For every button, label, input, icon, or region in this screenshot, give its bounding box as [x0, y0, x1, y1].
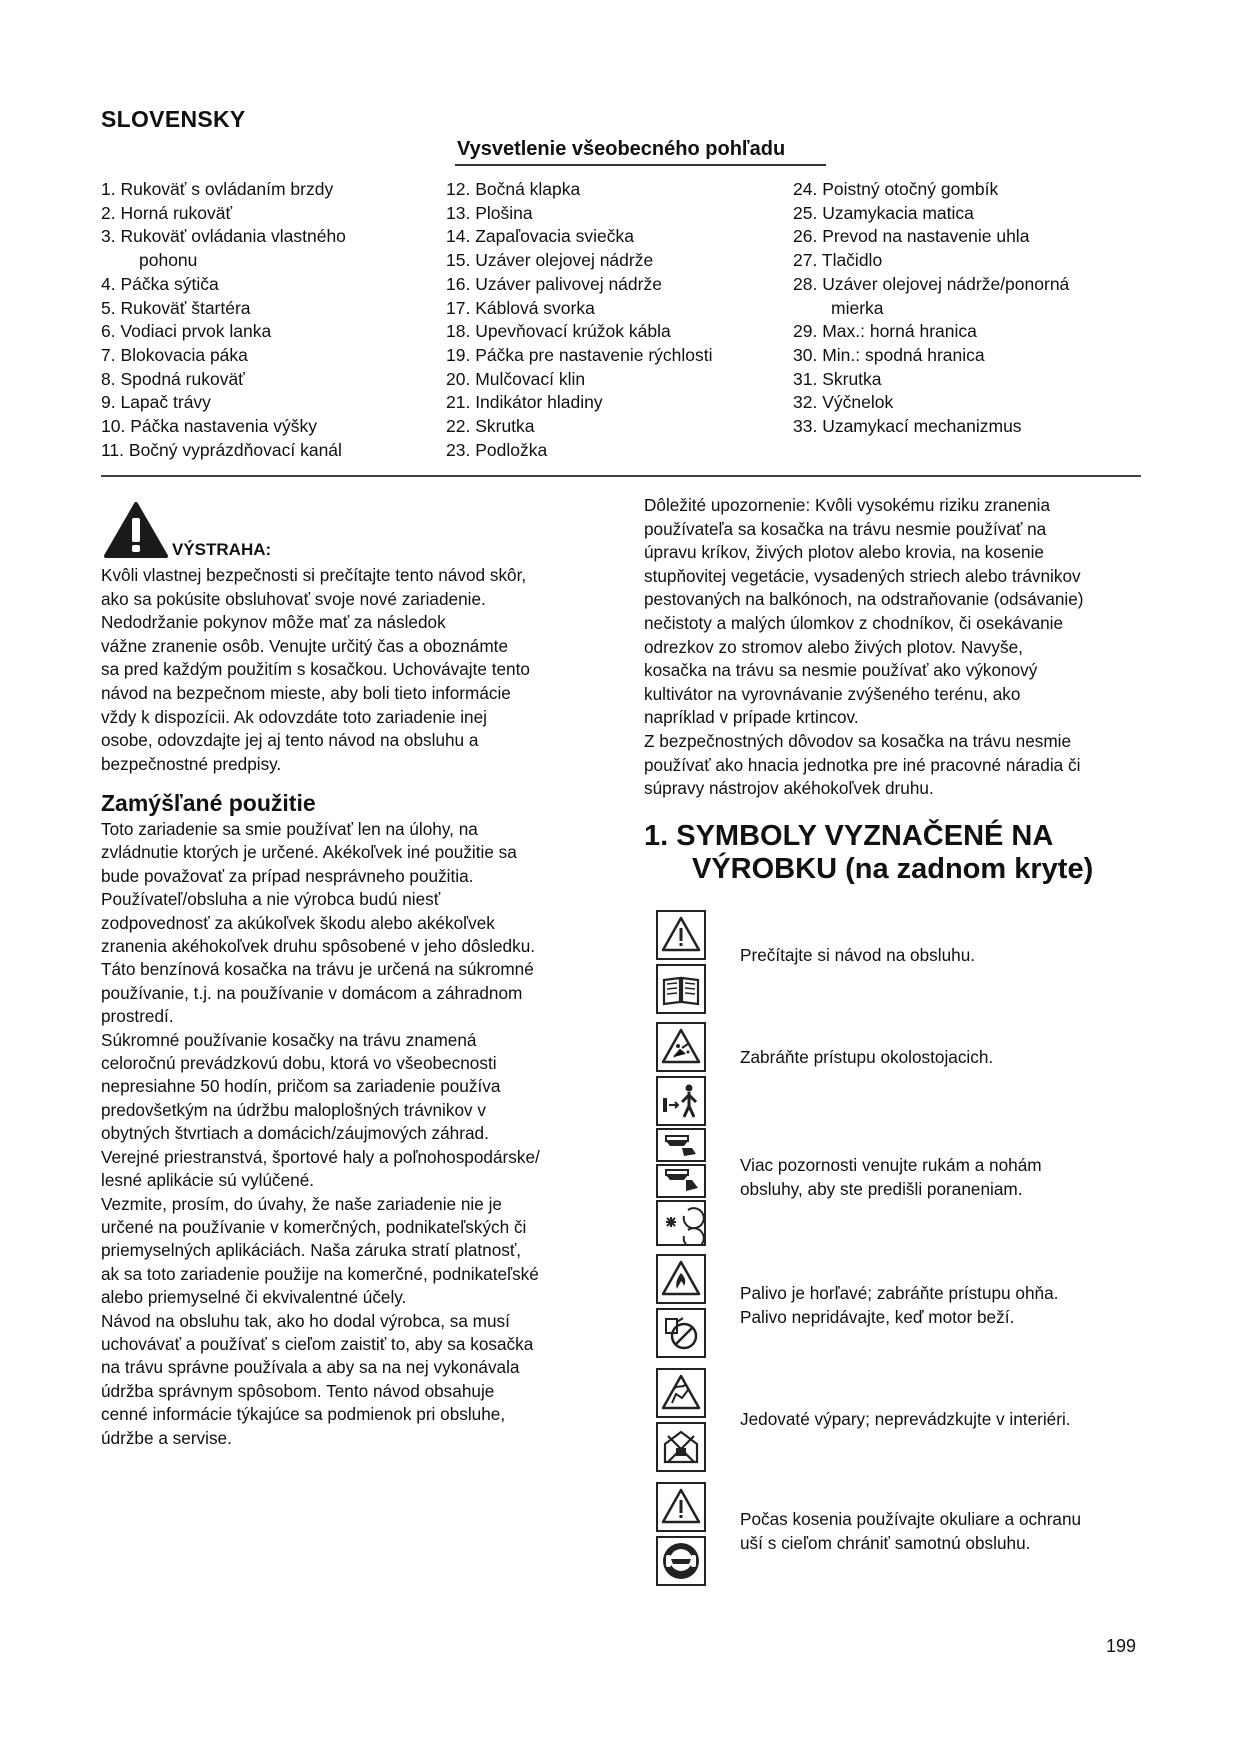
- text-line: súpravy nástrojov akéhokoľvek druhu.: [644, 778, 934, 799]
- part-item: 2. Horná rukoväť: [101, 202, 233, 223]
- part-item: 17. Káblová svorka: [446, 297, 595, 318]
- part-item: 6. Vodiaci prvok lanka: [101, 321, 272, 342]
- language-heading: SLOVENSKY: [101, 106, 246, 132]
- text-line: kosačka na trávu sa nesmie používať ako výkonový: [644, 660, 1038, 681]
- parts-list-column-3: [793, 178, 1153, 439]
- text-line: Táto benzínová kosačka na trávu je určená na súkromné: [101, 959, 534, 980]
- warning-text: [101, 564, 621, 776]
- text-line: odrezkov zo stromov alebo živých plotov. Navyše,: [644, 636, 1023, 657]
- page-number: 199: [1106, 1636, 1137, 1656]
- text-line: Súkromné používanie kosačky na trávu znamená: [101, 1029, 477, 1050]
- text-line: cenné informácie týkajúce sa podmienok pri obsluhe,: [101, 1404, 506, 1425]
- part-item: 31. Skrutka: [793, 368, 882, 389]
- rotating-blade-icon: [656, 1200, 706, 1246]
- intended-use-heading: Zamýšľané použitie: [101, 790, 316, 816]
- warning-triangle-icon: [103, 501, 169, 559]
- part-item: 14. Zapaľovacia sviečka: [446, 226, 634, 247]
- text-line: na trávu správne používala a aby sa na nej vykonávala: [101, 1357, 520, 1378]
- part-item: 11. Bočný vyprázdňovací kanál: [101, 439, 342, 460]
- part-item: 16. Uzáver palivovej nádrže: [446, 273, 662, 294]
- text-line: Z bezpečnostných dôvodov sa kosačka na trávu nesmie: [644, 730, 1072, 751]
- text-line: sa pred každým použitím s kosačkou. Uchovávajte tento: [101, 659, 530, 680]
- text-line: používať ako hnacia jednotka pre iné pracovné náradia či: [644, 754, 1081, 775]
- symbol-description: Palivo je horľavé; zabráňte prístupu ohňa.: [740, 1283, 1059, 1303]
- parts-list-column-2: [446, 178, 776, 462]
- flammable-warning-icon: [656, 1254, 706, 1304]
- foot-cut-warning-icon: [656, 1164, 706, 1198]
- part-item: 29. Max.: horná hranica: [793, 321, 977, 342]
- part-item: 4. Páčka sýtiča: [101, 273, 219, 294]
- text-line: určené na používanie v komerčných, podnikateľských či: [101, 1216, 527, 1237]
- part-item: 32. Výčnelok: [793, 392, 894, 413]
- text-line: lesné aplikácie sú vylúčené.: [101, 1170, 315, 1191]
- symbol-description: Zabráňte prístupu okolostojacich.: [740, 1047, 994, 1067]
- text-line: Dôležité upozornenie: Kvôli vysokému riziku zranenia: [644, 495, 1051, 515]
- part-item: 33. Uzamykací mechanizmus: [793, 416, 1022, 437]
- intended-use-text: [101, 818, 621, 1450]
- text-line: celoročnú prevádzkovú dobu, ktorá vo všeobecnosti: [101, 1053, 497, 1074]
- text-line: osobe, odovzdajte jej aj tento návod na obsluhu a: [101, 730, 479, 751]
- part-item: 8. Spodná rukoväť: [101, 368, 245, 389]
- part-item: 23. Podložka: [446, 439, 548, 460]
- part-item-continuation: pohonu: [139, 250, 198, 271]
- symbol-description: obsluhy, aby ste predišli poraneniam.: [740, 1178, 1023, 1199]
- text-line: Kvôli vlastnej bezpečnosti si prečítajte tento návod skôr,: [101, 565, 527, 585]
- overview-title-underline: [455, 164, 826, 166]
- symbols-heading-line: VÝROBKU (na zadnom kryte): [692, 853, 1094, 885]
- part-item: 1. Rukoväť s ovládaním brzdy: [101, 179, 334, 199]
- keep-bystanders-away-icon: [656, 1076, 706, 1126]
- text-line: zvládnutie ktorých je určené. Akékoľvek iné použitie sa: [101, 842, 517, 863]
- part-item: 21. Indikátor hladiny: [446, 392, 603, 413]
- symbol-description: Prečítajte si návod na obsluhu.: [740, 945, 976, 965]
- part-item: 9. Lapač trávy: [101, 392, 211, 413]
- part-item: 24. Poistný otočný gombík: [793, 179, 999, 199]
- text-line: predovšetkým na údržbu maloplošných trávnikov v: [101, 1099, 486, 1120]
- manual-book-icon: [656, 964, 706, 1014]
- text-line: ako sa pokúsite obsluhovať svoje nové zariadenie.: [101, 588, 486, 609]
- symbol-description: Jedovaté výpary; neprevádzkujte v interiéri.: [740, 1409, 1071, 1429]
- text-line: alebo priemyselné či ekvivalentné účely.: [101, 1287, 407, 1308]
- symbols-heading-line: 1. SYMBOLY VYZNAČENÉ NA: [644, 820, 1054, 852]
- important-notice-text: [644, 494, 1144, 801]
- symbols-heading: [644, 820, 1093, 886]
- symbol-description: uší s cieľom chrániť samotnú obsluhu.: [740, 1532, 1031, 1553]
- text-line: zodpovednosť za akúkoľvek škodu alebo akékoľvek: [101, 912, 495, 933]
- text-line: bude považovať za prípad nesprávneho použitia.: [101, 865, 474, 886]
- text-line: nečistoty a malých úlomkov z chodníkov, či osekávanie: [644, 612, 1064, 633]
- section-divider: [101, 475, 1141, 477]
- part-item: 10. Páčka nastavenia výšky: [101, 416, 317, 437]
- warning-triangle-icon: [656, 1482, 706, 1532]
- text-line: priemyselných aplikáciách. Naša záruka stratí platnosť,: [101, 1240, 522, 1261]
- text-line: kultivátor na vyrovnávanie zvýšeného terénu, ako: [644, 683, 1021, 704]
- text-line: používanie, t.j. na používanie v domácom a záhradnom: [101, 982, 523, 1003]
- part-item: 20. Mulčovací klin: [446, 368, 586, 389]
- text-line: ak sa toto zariadenie použije na komerčné, podnikateľské: [101, 1263, 539, 1284]
- part-item: 27. Tlačidlo: [793, 250, 883, 271]
- part-item: 25. Uzamykacia matica: [793, 202, 974, 223]
- no-refuel-running-icon: [656, 1308, 706, 1358]
- text-line: používateľa sa kosačka na trávu nesmie používať na: [644, 518, 1047, 539]
- thrown-objects-warning-icon: [656, 1022, 706, 1072]
- text-line: Nedodržanie pokynov môže mať za následok: [101, 612, 446, 633]
- text-line: údržbe a servise.: [101, 1427, 232, 1448]
- text-line: nepresiahne 50 hodín, pričom sa zariadenie používa: [101, 1076, 501, 1097]
- text-line: údržba správnym spôsobom. Tento návod obsahuje: [101, 1380, 495, 1401]
- eye-ear-protection-icon: [656, 1536, 706, 1586]
- text-line: Návod na obsluhu tak, ako ho dodal výrobca, sa musí: [101, 1310, 510, 1331]
- text-line: napríklad v prípade krtincov.: [644, 707, 859, 728]
- text-line: prostredí.: [101, 1006, 174, 1027]
- part-item-continuation: mierka: [831, 297, 884, 318]
- symbol-description: Počas kosenia používajte okuliare a ochranu: [740, 1509, 1082, 1529]
- symbol-description: Palivo nepridávajte, keď motor beží.: [740, 1306, 1015, 1327]
- part-item: 7. Blokovacia páka: [101, 344, 248, 365]
- part-item: 15. Uzáver olejovej nádrže: [446, 250, 654, 271]
- text-line: Verejné priestranstvá, športové haly a poľnohospodárske/: [101, 1146, 540, 1167]
- text-line: vážne zranenie osôb. Venujte určitý čas a oboznámte: [101, 635, 509, 656]
- warning-label: VÝSTRAHA:: [172, 540, 272, 559]
- text-line: bezpečnostné predpisy.: [101, 753, 282, 774]
- part-item: 26. Prevod na nastavenie uhla: [793, 226, 1030, 247]
- part-item: 13. Plošina: [446, 202, 533, 223]
- part-item: 22. Skrutka: [446, 416, 535, 437]
- text-line: Používateľ/obsluha a nie výrobca budú niesť: [101, 889, 441, 910]
- parts-list-column-1: [101, 178, 431, 462]
- overview-title: Vysvetlenie všeobecného pohľadu: [457, 138, 786, 160]
- part-item: 3. Rukoväť ovládania vlastného: [101, 226, 346, 247]
- text-line: Vezmite, prosím, do úvahy, že naše zariadenie nie je: [101, 1193, 502, 1214]
- part-item: 30. Min.: spodná hranica: [793, 344, 985, 365]
- text-line: vždy k dispozícii. Ak odovzdáte toto zariadenie inej: [101, 706, 487, 727]
- part-item: 12. Bočná klapka: [446, 179, 581, 199]
- part-item: 28. Uzáver olejovej nádrže/ponorná: [793, 273, 1070, 294]
- text-line: úpravu kríkov, živých plotov alebo krovia, na kosenie: [644, 542, 1044, 563]
- hand-cut-warning-icon: [656, 1128, 706, 1162]
- part-item: 5. Rukoväť štartéra: [101, 297, 251, 318]
- warning-triangle-icon: [656, 910, 706, 960]
- text-line: obytných štvrtiach a domácich/záujmových záhrad.: [101, 1123, 489, 1144]
- no-indoor-operation-icon: [656, 1422, 706, 1472]
- text-line: zranenia akéhokoľvek druhu spôsobené v jeho dôsledku.: [101, 936, 536, 957]
- part-item: 18. Upevňovací krúžok kábla: [446, 321, 671, 342]
- symbol-description: Viac pozornosti venujte rukám a nohám: [740, 1155, 1042, 1175]
- text-line: stupňovitej vegetácie, vysadených striech alebo trávnikov: [644, 565, 1081, 586]
- text-line: uchovávať a používať s cieľom zaistiť to, aby sa kosačka: [101, 1333, 534, 1354]
- text-line: návod na bezpečnom mieste, aby boli tieto informácie: [101, 682, 511, 703]
- toxic-fumes-warning-icon: [656, 1368, 706, 1418]
- text-line: pestovaných na balkónoch, na odstraňovanie (odsávanie): [644, 589, 1084, 610]
- text-line: Toto zariadenie sa smie používať len na úlohy, na: [101, 819, 478, 839]
- part-item: 19. Páčka pre nastavenie rýchlosti: [446, 344, 713, 365]
